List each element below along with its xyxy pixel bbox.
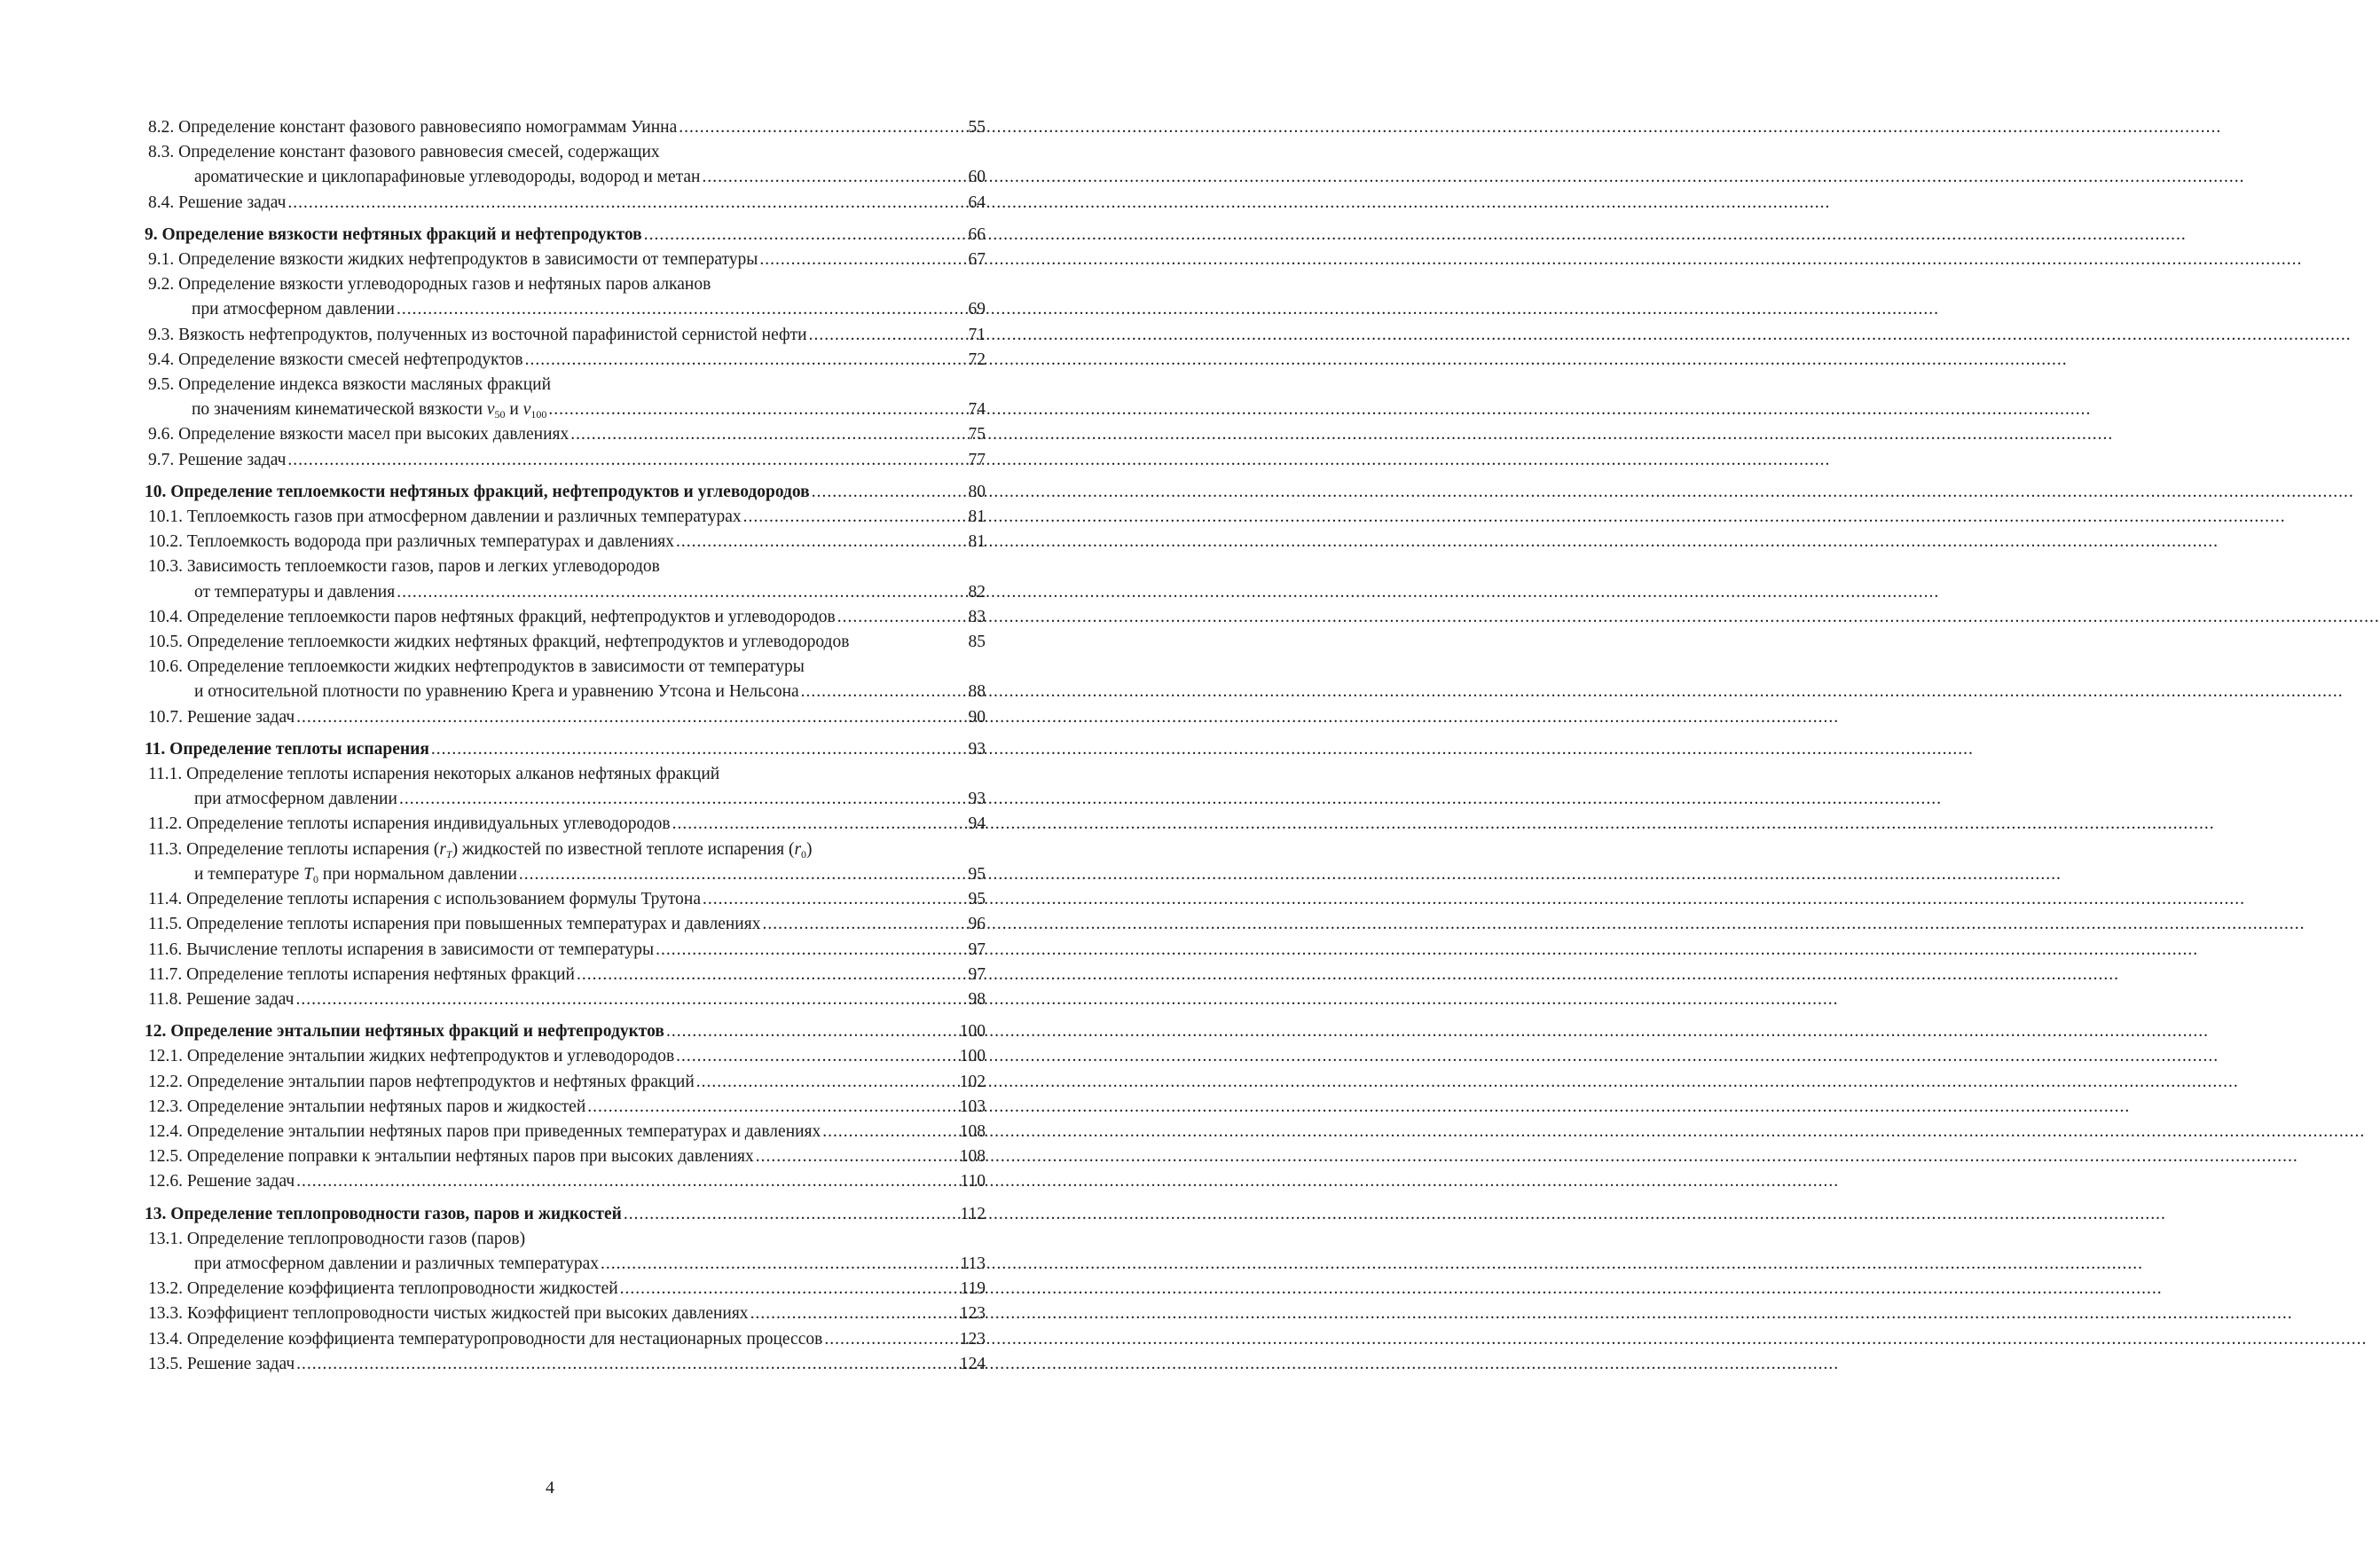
toc-page-number: 77	[968, 450, 986, 469]
toc-entry-9-1[interactable]	[145, 248, 986, 272]
toc-page-number: 103	[959, 1097, 986, 1116]
toc-page-number: 100	[959, 1047, 986, 1066]
dot-leader	[585, 1095, 959, 1120]
toc-page-number: 85	[968, 633, 986, 652]
dot-leader	[642, 223, 969, 248]
toc-entry-title: ароматические и циклопарафиновые углеводороды, водород и метан	[194, 168, 701, 187]
subscript-50: 50	[494, 408, 506, 421]
dot-leader	[821, 1120, 959, 1144]
toc-page-number: 66	[968, 224, 986, 244]
toc-entry-11-7[interactable]	[145, 963, 986, 987]
toc-entry-title: 8.2. Определение констант фазового равновесияпо номограммам Уинна	[148, 118, 678, 137]
dot-leader	[700, 165, 968, 190]
toc-entry-10-3-line1[interactable]: 10.3. Зависимость теплоемкости газов, паров и легких углеводородов	[148, 557, 660, 577]
toc-entry-13-2[interactable]	[145, 1277, 986, 1301]
dot-leader	[294, 987, 968, 1012]
toc-entry-11-6[interactable]	[145, 938, 986, 963]
toc-page-number: 108	[959, 1147, 986, 1167]
toc-entry-9-6[interactable]	[145, 422, 986, 447]
nu-symbol: v	[486, 400, 495, 420]
dot-leader	[546, 397, 968, 422]
toc-chapter-13[interactable]	[145, 1202, 986, 1227]
dot-leader	[569, 422, 968, 447]
toc-page-number: 123	[959, 1304, 986, 1324]
toc-page-number: 95	[968, 864, 986, 884]
toc-entry-8-2[interactable]	[145, 115, 986, 140]
toc-entry-title: 11.5. Определение теплоты испарения при повышенных температурах и давлениях	[148, 915, 761, 934]
subscript-0: 0	[801, 847, 807, 861]
dot-leader	[599, 1252, 960, 1277]
toc-entry-title: при атмосферном давлении и различных температурах	[194, 1254, 600, 1273]
toc-entry-10-5[interactable]	[145, 630, 986, 655]
toc-entry-title: 10.5. Определение теплоемкости жидких нефтяных фракций, нефтепродуктов и углеводородов	[148, 633, 850, 652]
toc-entry-title: 11.7. Определение теплоты испарения нефтяных фракций	[148, 964, 575, 984]
dot-leader	[677, 115, 968, 140]
T-symbol: T	[303, 864, 313, 884]
subscript-0: 0	[312, 872, 318, 885]
dot-leader	[397, 787, 969, 812]
dot-leader	[395, 297, 969, 322]
dot-leader	[664, 1019, 960, 1044]
dot-leader	[760, 912, 968, 937]
toc-entry-10-6[interactable]	[145, 680, 986, 704]
toc-entry-10-1[interactable]	[145, 505, 986, 530]
toc-chapter-title: 11. Определение теплоты испарения	[145, 739, 429, 759]
toc-entry-title: 10.2. Теплоемкость водорода при различных температурах и давлениях	[148, 532, 674, 552]
dot-leader	[654, 938, 968, 963]
toc-entry-title: 8.4. Решение задач	[148, 193, 287, 212]
toc-page-number: 82	[968, 582, 986, 602]
toc-entry-8-3-line1[interactable]: 8.3. Определение констант фазового равновесия смесей, содержащих	[148, 143, 660, 162]
toc-page-number: 69	[968, 300, 986, 319]
dot-leader	[618, 1277, 961, 1301]
dot-leader	[622, 1202, 961, 1227]
toc-entry-11-1-line1[interactable]: 11.1. Определение теплоты испарения некоторых алканов нефтяных фракций	[148, 765, 720, 784]
toc-chapter-10[interactable]	[145, 480, 986, 505]
toc-entry-12-6[interactable]	[145, 1169, 986, 1194]
dot-leader	[429, 737, 969, 762]
toc-page-number: 83	[968, 607, 986, 626]
dot-leader	[286, 191, 968, 216]
subscript-T: T	[445, 847, 452, 861]
toc-entry-8-3[interactable]	[145, 165, 986, 190]
toc-entry-text: и	[505, 400, 523, 420]
toc-entry-title: 13.5. Решение задач	[148, 1354, 295, 1373]
toc-page-number: 64	[968, 193, 986, 212]
toc-page-number: 75	[968, 425, 986, 444]
toc-page-number: 123	[959, 1329, 986, 1349]
dot-leader	[286, 448, 968, 473]
subscript-100: 100	[530, 408, 547, 421]
toc-page-number: 100	[959, 1022, 986, 1042]
toc-page-number: 112	[960, 1204, 986, 1223]
toc-entry-title: 9.3. Вязкость нефтепродуктов, полученных из восточной парафинистой сернистой нефти	[148, 325, 807, 344]
dot-leader	[674, 530, 969, 554]
toc-chapter-9[interactable]	[145, 223, 986, 248]
toc-page-number: 67	[968, 250, 986, 270]
dot-leader	[807, 323, 969, 348]
toc-entry-title: 12.3. Определение энтальпии нефтяных паров и жидкостей	[148, 1097, 586, 1116]
r-symbol: r	[439, 839, 446, 859]
toc-entry-title: 11.8. Решение задач	[148, 989, 295, 1009]
dot-leader	[295, 1352, 960, 1377]
toc-entry-11-3[interactable]	[145, 862, 986, 887]
dot-leader	[836, 605, 969, 630]
toc-entry-13-4[interactable]	[145, 1327, 986, 1352]
toc-entry-10-7[interactable]	[145, 705, 986, 730]
dot-leader	[695, 1070, 960, 1095]
toc-entry-title: 12.4. Определение энтальпии нефтяных паров при приведенных температурах и давлениях	[148, 1121, 821, 1141]
toc-page-number: 95	[968, 890, 986, 909]
toc-entry-title	[192, 397, 546, 422]
table-of-contents	[145, 115, 986, 1377]
toc-page-number: 97	[968, 964, 986, 984]
toc-page-number: 80	[968, 482, 986, 501]
toc-entry-title: 12.5. Определение поправки к энтальпии нефтяных паров при высоких давлениях	[148, 1147, 754, 1167]
toc-entry-title: 12.1. Определение энтальпии жидких нефтепродуктов и углеводородов	[148, 1047, 675, 1066]
toc-page-number: 110	[960, 1172, 986, 1191]
toc-entry-13-1-line1[interactable]: 13.1. Определение теплопроводности газов (паров)	[148, 1229, 526, 1248]
toc-page-number: 55	[968, 118, 986, 137]
dot-leader	[799, 680, 969, 704]
dot-leader	[822, 1327, 959, 1352]
toc-chapter-title: 9. Определение вязкости нефтяных фракций и нефтепродуктов	[145, 224, 642, 244]
dot-leader	[295, 1169, 960, 1194]
r-symbol: r	[794, 839, 802, 859]
page-number: 4	[546, 1478, 554, 1498]
toc-entry-13-3[interactable]	[145, 1301, 986, 1326]
toc-page-number: 119	[960, 1279, 986, 1299]
dot-leader	[701, 887, 969, 912]
toc-chapter-title: 13. Определение теплопроводности газов, паров и жидкостей	[145, 1204, 622, 1223]
toc-entry-9-7[interactable]	[145, 448, 986, 473]
toc-entry-title: 13.4. Определение коэффициента температуропроводности для нестационарных процессов	[148, 1329, 823, 1349]
toc-entry-title: 13.2. Определение коэффициента теплопроводности жидкостей	[148, 1279, 618, 1299]
toc-page-number: 94	[968, 814, 986, 834]
toc-entry-title: 11.6. Вычисление теплоты испарения в зависимости от температуры	[148, 940, 655, 959]
toc-entry-8-4[interactable]	[145, 191, 986, 216]
toc-entry-title: 12.2. Определение энтальпии паров нефтепродуктов и нефтяных фракций	[148, 1072, 695, 1091]
toc-page-number: 97	[968, 940, 986, 959]
dot-leader	[295, 705, 968, 730]
toc-entry-text: )	[806, 839, 813, 859]
toc-entry-9-4[interactable]	[145, 348, 986, 373]
toc-chapter-title: 10. Определение теплоемкости нефтяных фракций, нефтепродуктов и углеводородов	[145, 482, 810, 501]
toc-page-number: 124	[959, 1354, 986, 1373]
toc-entry-text: 11.3. Определение теплоты испарения (	[148, 839, 440, 859]
toc-entry-13-5[interactable]	[145, 1352, 986, 1377]
toc-page-number: 98	[968, 989, 986, 1009]
toc-entry-title: 10.1. Теплоемкость газов при атмосферном давлении и различных температурах	[148, 507, 742, 527]
toc-entry-title: 12.6. Решение задач	[148, 1172, 295, 1191]
dot-leader	[517, 862, 969, 887]
toc-entry-11-1[interactable]	[145, 787, 986, 812]
toc-page-number: 74	[968, 400, 986, 420]
toc-entry-title: 9.4. Определение вязкости смесей нефтепродуктов	[148, 350, 523, 369]
toc-entry-11-2[interactable]	[145, 812, 986, 837]
toc-entry-9-5[interactable]	[145, 397, 986, 422]
toc-entry-10-6-line1[interactable]: 10.6. Определение теплоемкости жидких нефтепродуктов в зависимости от температуры	[148, 657, 805, 677]
dot-leader	[395, 580, 968, 605]
toc-chapter-12[interactable]	[145, 1019, 986, 1044]
toc-page-number: 93	[968, 790, 986, 809]
dot-leader	[674, 1044, 960, 1069]
toc-entry-10-2[interactable]	[145, 530, 986, 554]
toc-entry-text: по значениям кинематической вязкости	[192, 400, 487, 420]
toc-chapter-11[interactable]	[145, 737, 986, 762]
toc-page-number: 81	[968, 532, 986, 552]
dot-leader	[671, 812, 969, 837]
toc-chapter-title: 12. Определение энтальпии нефтяных фракций и нефтепродуктов	[145, 1022, 664, 1042]
toc-entry-9-2[interactable]	[145, 297, 986, 322]
toc-page-number: 108	[959, 1121, 986, 1141]
toc-entry-title: и относительной плотности по уравнению Крега и уравнению Утсона и Нельсона	[194, 682, 799, 702]
toc-entry-text: при нормальном давлении	[318, 864, 517, 884]
toc-page-number: 90	[968, 707, 986, 727]
toc-entry-text: ) жидкостей по известной теплоте испарения (	[452, 839, 795, 859]
toc-entry-12-4[interactable]	[145, 1120, 986, 1144]
toc-entry-title: 11.2. Определение теплоты испарения индивидуальных углеводородов	[148, 814, 671, 834]
toc-page-number: 81	[968, 507, 986, 527]
nu-symbol: v	[522, 400, 531, 420]
toc-entry-9-2-line1[interactable]: 9.2. Определение вязкости углеводородных газов и нефтяных паров алканов	[148, 275, 711, 295]
toc-page-number: 88	[968, 682, 986, 702]
toc-entry-title: при атмосферном давлении	[194, 790, 397, 809]
toc-page-number: 60	[968, 168, 986, 187]
toc-entry-title: от температуры и давления	[194, 582, 396, 602]
toc-entry-12-3[interactable]	[145, 1095, 986, 1120]
toc-entry-text: и температуре	[194, 864, 304, 884]
dot-leader	[575, 963, 969, 987]
toc-entry-12-2[interactable]	[145, 1070, 986, 1095]
toc-entry-title: 9.1. Определение вязкости жидких нефтепродуктов в зависимости от температуры	[148, 250, 758, 270]
toc-page-number: 71	[968, 325, 986, 344]
toc-entry-title: 10.4. Определение теплоемкости паров нефтяных фракций, нефтепродуктов и углеводородов	[148, 607, 836, 626]
toc-page-number: 93	[968, 739, 986, 759]
toc-page-number: 113	[960, 1254, 986, 1273]
dot-leader	[749, 1301, 960, 1326]
toc-entry-9-5-line1[interactable]: 9.5. Определение индекса вязкости масляных фракций	[148, 375, 552, 395]
toc-entry-11-8[interactable]	[145, 987, 986, 1012]
toc-entry-11-5[interactable]	[145, 912, 986, 937]
toc-entry-12-5[interactable]	[145, 1144, 986, 1169]
toc-entry-10-3[interactable]	[145, 580, 986, 605]
dot-leader	[758, 248, 968, 272]
dot-leader	[523, 348, 969, 373]
toc-page-number: 96	[968, 915, 986, 934]
toc-entry-9-3[interactable]	[145, 323, 986, 348]
toc-entry-12-1[interactable]	[145, 1044, 986, 1069]
toc-entry-title: при атмосферном давлении	[192, 300, 395, 319]
toc-page-number: 102	[959, 1072, 986, 1091]
toc-entry-10-4[interactable]	[145, 605, 986, 630]
toc-entry-title: 10.7. Решение задач	[148, 707, 295, 727]
toc-entry-title: 9.7. Решение задач	[148, 450, 287, 469]
dot-leader	[742, 505, 969, 530]
toc-entry-11-4[interactable]	[145, 887, 986, 912]
toc-entry-11-3-line1[interactable]	[145, 837, 986, 862]
dot-leader	[754, 1144, 960, 1169]
toc-entry-title: 11.4. Определение теплоты испарения с использованием формулы Трутона	[148, 890, 701, 909]
toc-entry-title: 9.6. Определение вязкости масел при высоких давлениях	[148, 425, 569, 444]
toc-page-number: 72	[968, 350, 986, 369]
dot-leader	[810, 480, 969, 505]
toc-entry-13-1[interactable]	[145, 1252, 986, 1277]
toc-entry-title	[194, 862, 517, 887]
toc-entry-title: 13.3. Коэффициент теплопроводности чистых жидкостей при высоких давлениях	[148, 1304, 749, 1324]
